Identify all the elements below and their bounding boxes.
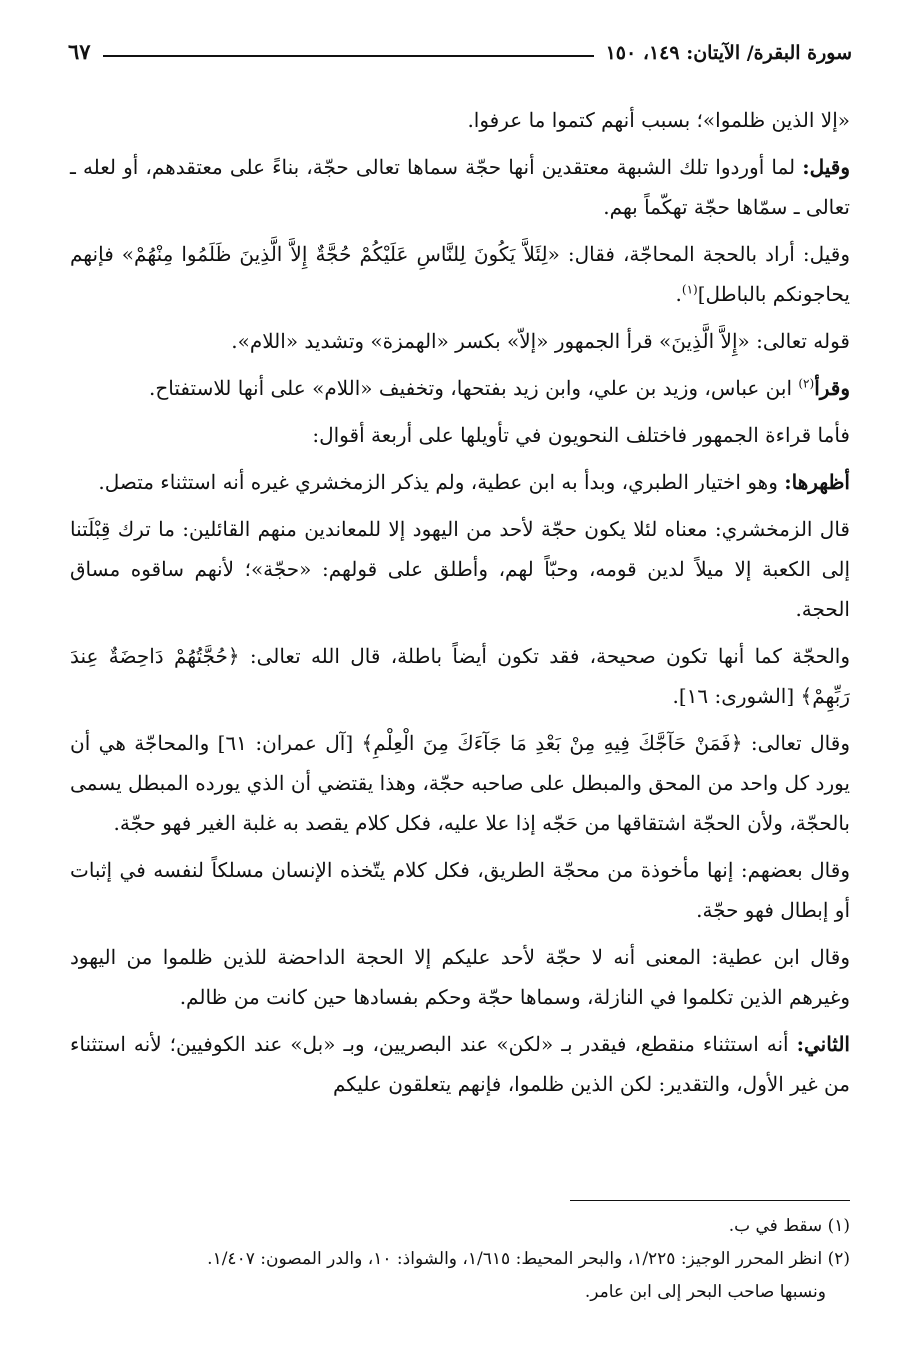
paragraph-text: وقال تعالى: ﴿فَمَنْ حَآجَّكَ فِيهِ مِنْ بَعْدِ مَا جَآءَكَ مِنَ الْعِلْمِ﴾ [آل عمران: ٦١] والمحاجّة هي أن يورد كل واحد من المحق والمبطل على صاحبه حجّة، وهذا يقتضي أن الذي يورده المبطل يسمى بالحجّة، ولأن الحجّة اشتقاقها من حَجّه إذا علا عليه، فكل كلام يقصد به غلبة الغير فهو حجّة. <box>70 731 850 835</box>
paragraph-text: قال الزمخشري: معناه لئلا يكون حجّة لأحد من اليهود إلا للمعاندين منهم القائلين: ما ترك قِبْلَتنا إلى الكعبة إلا ميلاً لدين قومه، وحبّاً لهم، وأطلق على قولهم: «حجّة»؛ لأنهم ساقوه مساق الحجة. <box>70 517 850 621</box>
page-number: ٦٧ <box>68 39 91 64</box>
paragraph-text: والحجّة كما أنها تكون صحيحة، فقد تكون أيضاً باطلة، قال الله تعالى: ﴿حُجَّتُهُمْ دَاحِضَةٌ عِندَ رَبِّهِمْ﴾ [الشورى: ١٦]. <box>70 644 850 708</box>
paragraph-text: أنه استثناء منقطع، فيقدر بـ «لكن» عند البصريين، وبـ «بل» عند الكوفيين؛ لأنه استثناء من غير الأول، والتقدير: لكن الذين ظلموا، فإنهم يتعلقون عليكم <box>70 1032 850 1096</box>
paragraph <box>70 1024 850 1104</box>
footnote-ref: (١) <box>681 282 698 297</box>
paragraph <box>70 147 850 227</box>
footnote-separator <box>570 1200 850 1201</box>
paragraph <box>70 850 850 930</box>
footnote-2-continuation: ونسبها صاحب البحر إلى ابن عامر. <box>584 1282 826 1302</box>
paragraph-text: فأما قراءة الجمهور فاختلف النحويون في تأويلها على أربعة أقوال: <box>312 423 850 447</box>
paragraph-lead: وقيل: <box>802 155 850 179</box>
header-rule <box>103 55 594 57</box>
paragraph-text: لما أوردوا تلك الشبهة معتقدين أنها حجّة سماها تعالى حجّة، بناءً على معتقدهم، أو لعله ـ تعالى ـ سمّاها حجّة تهكّماً بهم. <box>70 155 850 219</box>
paragraph <box>70 415 850 455</box>
paragraph-text: وقال ابن عطية: المعنى أنه لا حجّة لأحد عليكم إلا الحجة الداحضة للذين ظلموا من اليهود وغيرهم الذين تكلموا في النازلة، وسماها حجّة وحكم بفسادها حين كانت من ظالم. <box>70 945 850 1009</box>
footnote-2: (٢) انظر المحرر الوجيز: ١/٢٢٥، والبحر المحيط: ١/٦١٥، والشواذ: ١٠، والدر المصون: ١/٤٠٧. <box>207 1249 850 1269</box>
page-header <box>68 34 852 64</box>
paragraph-lead: أظهرها: <box>784 470 850 494</box>
paragraph-text: وقيل: أراد بالحجة المحاجّة، فقال: «لِئَلاَّ يَكُونَ لِلنَّاسِ عَلَيْكُمْ حُجَّةٌ إِلاَّ الَّذِينَ ظَلَمُوا مِنْهُمْ» فإنهم يحاجونكم بالباطل] <box>70 242 850 306</box>
paragraph-text: قوله تعالى: «إِلاَّ الَّذِينَ» قرأ الجمهور «إلاّ» بكسر «الهمزة» وتشديد «اللام». <box>231 329 850 353</box>
paragraph-text-end: . <box>675 282 682 306</box>
paragraph <box>70 234 850 314</box>
paragraph <box>70 462 850 502</box>
paragraph-lead: الثاني: <box>796 1032 850 1056</box>
paragraph <box>70 509 850 629</box>
paragraph <box>70 937 850 1017</box>
paragraph <box>70 368 850 408</box>
footnotes <box>70 1210 850 1309</box>
footnote-ref: (٢) <box>798 376 815 391</box>
paragraph <box>70 100 850 140</box>
paragraph <box>70 723 850 843</box>
paragraph <box>70 321 850 361</box>
footnote-1: (١) سقط في ب. <box>728 1216 850 1236</box>
paragraph <box>70 636 850 716</box>
paragraph-text: ابن عباس، وزيد بن علي، وابن زيد بفتحها، وتخفيف «اللام» على أنها للاستفتاح. <box>149 376 799 400</box>
paragraph-lead: وقرأ <box>814 376 850 400</box>
running-title: سورة البقرة/ الآيتان: ١٤٩، ١٥٠ <box>605 42 852 64</box>
paragraph-text: وهو اختيار الطبري، وبدأ به ابن عطية، ولم يذكر الزمخشري غيره أنه استثناء متصل. <box>98 470 785 494</box>
paragraph-text: «إلا الذين ظلموا»؛ بسبب أنهم كتموا ما عرفوا. <box>467 108 850 132</box>
paragraph-text: وقال بعضهم: إنها مأخوذة من محجّة الطريق، فكل كلام يتّخذه الإنسان مسلكاً لنفسه في إثبات أو إبطال فهو حجّة. <box>70 858 850 922</box>
main-text <box>70 100 850 1111</box>
